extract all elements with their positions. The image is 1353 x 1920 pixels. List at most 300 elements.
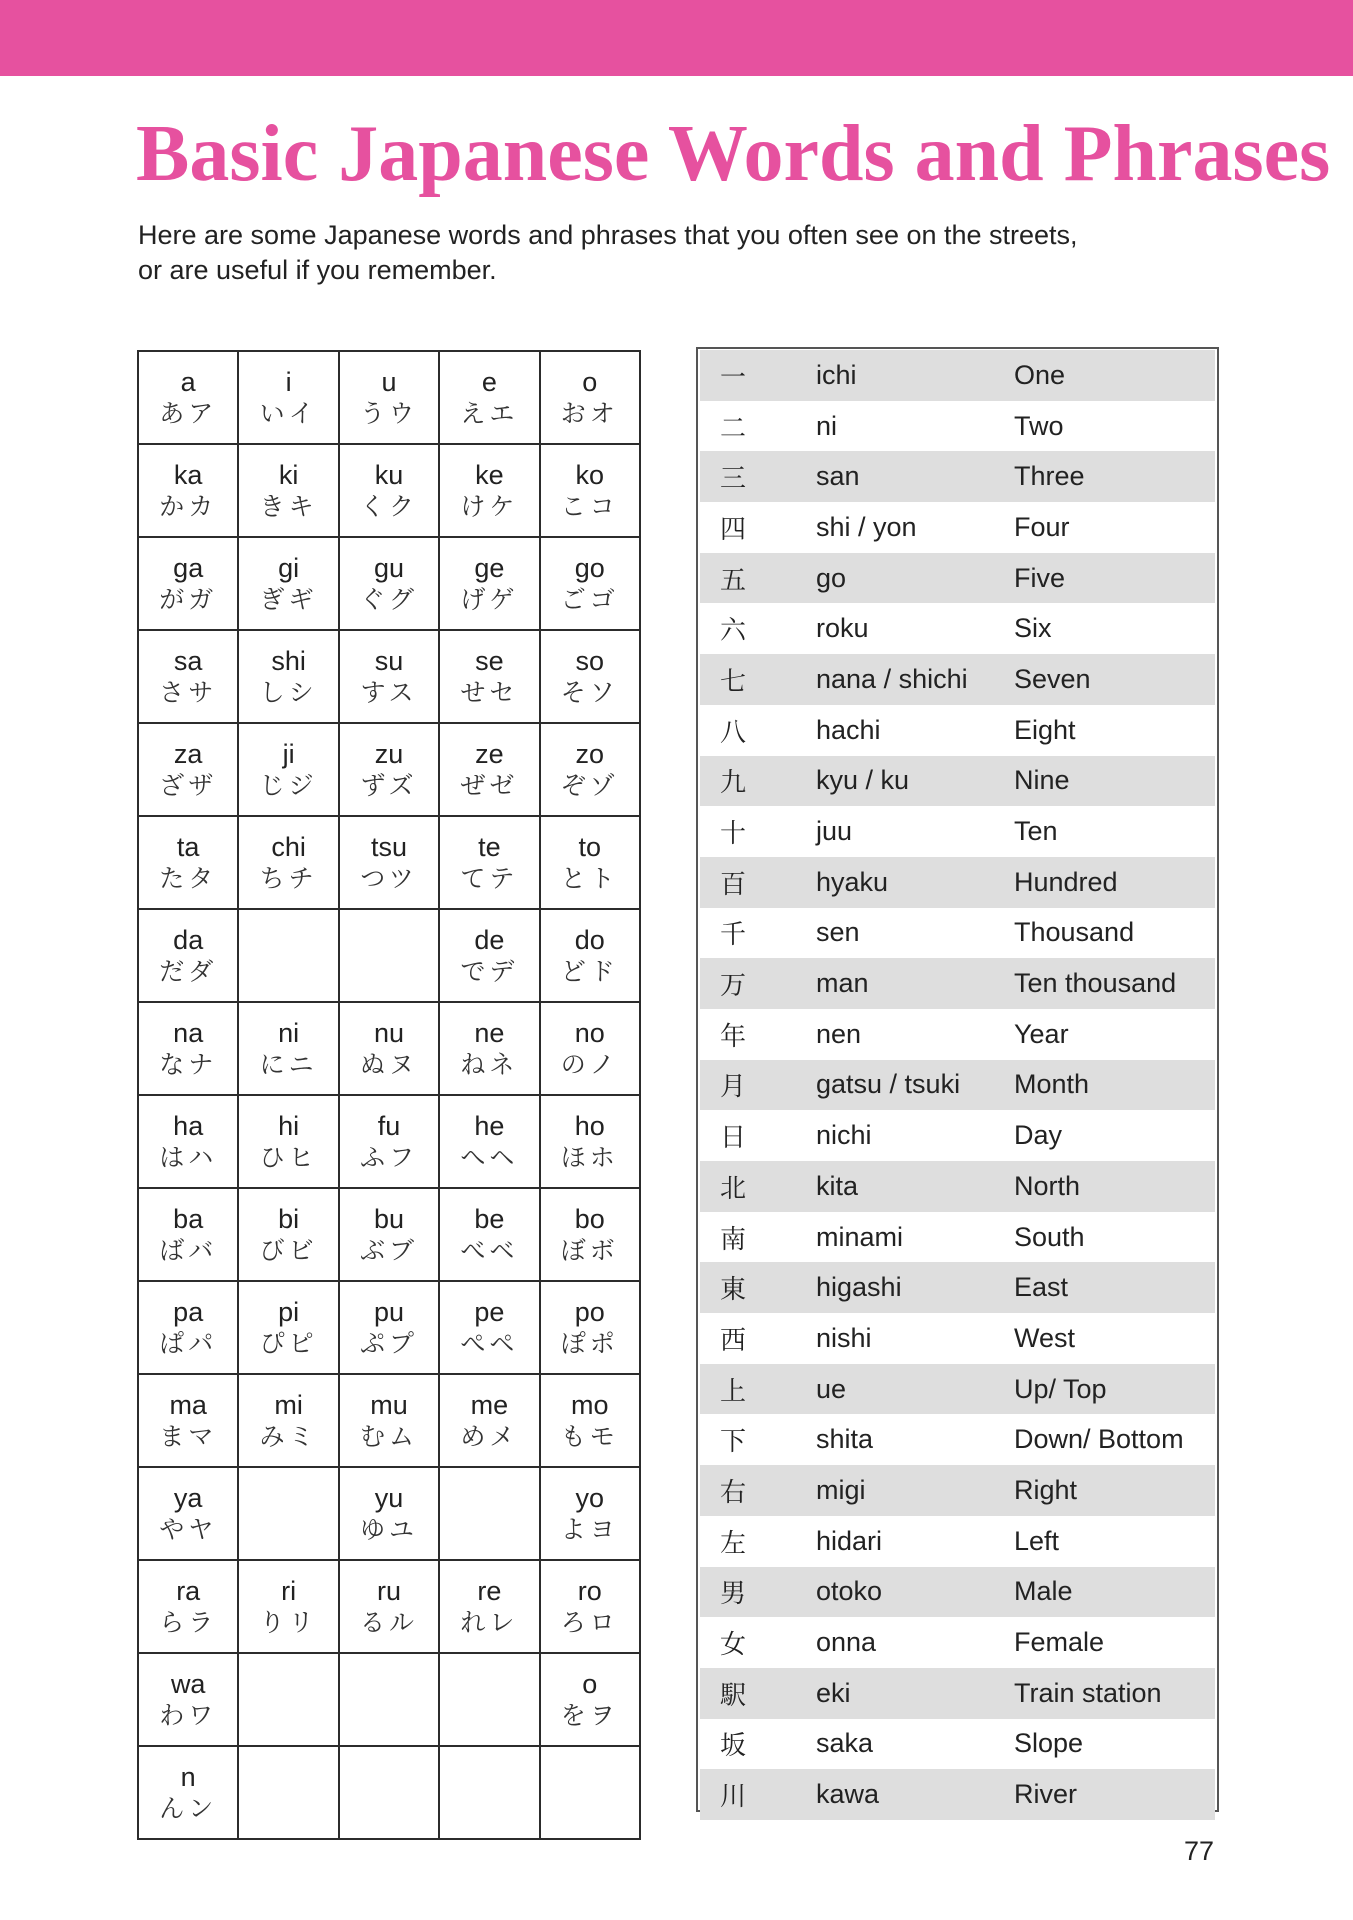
vocab-reading: higashi [816,1272,902,1303]
kana-cell [138,1002,238,1095]
kana-cell [238,1560,338,1653]
kana-romaji: na [173,1017,204,1048]
vocab-kanji: 日 [720,1123,747,1154]
vocab-reading: ni [816,410,838,441]
kana-romaji: su [374,645,404,676]
kana-romaji: se [475,645,504,676]
vocab-row [700,350,1215,401]
vocab-row [700,1668,1215,1719]
vocab-row [700,857,1215,908]
kana-romaji: me [470,1389,509,1420]
kana-romaji: ge [474,552,505,583]
kana-characters: をヲ [560,1700,619,1730]
kana-romaji: i [285,366,292,397]
vocab-reading: roku [816,613,869,644]
vocab-row [700,806,1215,857]
vocab-reading: sen [816,917,860,948]
kana-romaji: ni [278,1017,300,1048]
kana-cell [238,1653,338,1746]
vocab-kanji: 男 [720,1579,747,1610]
kana-romaji: bo [574,1203,605,1234]
kana-romaji: shi [271,645,306,676]
kana-cell [339,1560,439,1653]
intro-line-2: or are useful if you remember. [138,255,497,285]
kana-cell [238,1095,338,1188]
kana-cell [540,723,640,816]
kana-cell [339,1653,439,1746]
kana-row [138,723,640,816]
kana-cell [138,444,238,537]
kana-cell [238,1746,338,1839]
kana-characters: ぜゼ [460,770,519,800]
vocab-meaning: Down/ Bottom [1014,1424,1184,1455]
kana-row [138,630,640,723]
kana-romaji: ze [475,738,504,769]
vocab-meaning: North [1014,1170,1081,1201]
vocab-kanji: 左 [720,1528,747,1559]
vocab-reading: migi [816,1474,866,1505]
vocab-meaning: East [1014,1272,1069,1303]
kana-cell [540,1281,640,1374]
kana-cell [540,1002,640,1095]
vocabulary-table [696,347,1219,1812]
vocab-reading: kyu / ku [816,765,910,796]
kana-characters: んン [159,1793,218,1823]
header-band [0,0,1353,76]
vocab-meaning: Eight [1014,714,1076,745]
vocab-meaning: Slope [1014,1728,1084,1759]
kana-romaji: o [582,1668,598,1699]
kana-characters: ぎギ [259,584,318,614]
kana-romaji: bi [278,1203,300,1234]
kana-cell [238,1002,338,1095]
vocab-meaning: Thousand [1014,917,1135,948]
kana-romaji: zo [575,738,605,769]
vocab-reading: shita [816,1424,874,1455]
vocab-kanji: 駅 [720,1680,747,1711]
kana-cell [540,351,640,444]
vocab-kanji: 五 [720,565,747,596]
kana-characters: しシ [259,677,318,707]
kana-cell [439,444,539,537]
vocab-reading: kita [816,1170,859,1201]
vocab-kanji: 万 [720,971,747,1002]
vocab-meaning: Five [1014,562,1066,593]
vocab-row [700,1262,1215,1313]
kana-characters: がガ [159,584,218,614]
kana-characters: ぷプ [359,1328,418,1358]
kana-cell [339,909,439,1002]
kana-romaji: e [481,366,497,397]
kana-characters: かカ [159,491,218,521]
vocab-row [700,1465,1215,1516]
vocab-kanji: 上 [720,1376,747,1407]
vocab-reading: man [816,968,869,999]
kana-romaji: re [477,1575,502,1606]
kana-cell [540,1746,640,1839]
kana-romaji: ke [475,459,504,490]
kana-romaji: ka [173,459,203,490]
kana-cell [339,537,439,630]
kana-cell [138,1374,238,1467]
kana-row [138,909,640,1002]
vocab-reading: go [816,562,847,593]
kana-characters: のノ [560,1049,619,1079]
kana-characters: へヘ [460,1142,519,1172]
vocab-row [700,1212,1215,1263]
vocab-row [700,1414,1215,1465]
kana-cell [540,1188,640,1281]
vocab-meaning: One [1014,359,1066,390]
vocab-kanji: 年 [720,1021,747,1052]
kana-romaji: ha [173,1110,204,1141]
kana-characters: くク [359,491,418,521]
kana-characters: ごゴ [560,584,619,614]
kana-romaji: ko [575,459,605,490]
vocab-meaning: Day [1014,1120,1063,1151]
kana-characters: ちチ [259,863,318,893]
kana-characters: すス [360,677,418,707]
vocab-kanji: 一 [720,362,747,393]
vocab-meaning: Two [1014,410,1064,441]
kana-characters: こコ [560,491,619,521]
kana-romaji: mi [274,1389,303,1420]
vocab-row [700,1769,1215,1820]
vocab-kanji: 南 [720,1224,747,1255]
kana-romaji: gu [373,552,404,583]
kana-characters: ひヒ [259,1142,318,1172]
kana-cell [339,1188,439,1281]
kana-characters: ぬヌ [359,1049,418,1079]
kana-characters: あア [159,398,218,428]
kana-cell [339,351,439,444]
kana-characters: みミ [259,1421,318,1451]
kana-characters: るル [359,1607,418,1637]
kana-cell [138,1560,238,1653]
kana-cell [540,1095,640,1188]
kana-cell [138,723,238,816]
kana-table [137,350,641,1840]
vocab-kanji: 三 [720,464,747,495]
kana-romaji: pe [474,1296,505,1327]
kana-characters: らラ [159,1607,218,1637]
kana-cell [540,1560,640,1653]
kana-cell [540,909,640,1002]
vocab-kanji: 西 [720,1325,747,1356]
vocab-row [700,958,1215,1009]
kana-cell [339,816,439,909]
kana-characters: ぽポ [560,1328,619,1358]
vocab-meaning: Seven [1014,663,1091,694]
vocab-reading: saka [816,1728,874,1759]
vocab-kanji: 十 [720,819,747,850]
kana-characters: めメ [460,1421,519,1451]
vocab-reading: kawa [816,1779,880,1810]
kana-romaji: ki [278,459,299,490]
vocab-row [700,502,1215,553]
kana-romaji: te [478,831,501,862]
kana-row [138,1467,640,1560]
vocab-reading: san [816,461,860,492]
kana-characters: ふフ [359,1142,418,1172]
kana-characters: どド [560,956,619,986]
vocab-row [700,1060,1215,1111]
kana-cell [238,1188,338,1281]
kana-romaji: ta [176,831,200,862]
kana-romaji: go [574,552,605,583]
kana-romaji: ga [173,552,204,583]
vocab-kanji: 坂 [720,1731,747,1762]
kana-row [138,1188,640,1281]
page-title: Basic Japanese Words and Phrases [136,110,1331,198]
vocab-meaning: Month [1014,1069,1090,1100]
kana-cell [138,1095,238,1188]
kana-characters: ばバ [159,1235,218,1265]
kana-cell [439,351,539,444]
kana-cell [439,537,539,630]
kana-romaji: hi [278,1110,300,1141]
kana-characters: ぴピ [259,1328,318,1358]
kana-cell [339,444,439,537]
kana-row [138,351,640,444]
vocab-row [700,451,1215,502]
kana-romaji: za [173,738,203,769]
vocab-row [700,1516,1215,1567]
kana-cell [238,537,338,630]
vocab-kanji: 東 [720,1275,747,1306]
vocab-meaning: Left [1014,1525,1060,1556]
vocab-kanji: 北 [720,1173,747,1204]
kana-cell [439,723,539,816]
kana-characters: ゆユ [359,1514,418,1544]
vocab-reading: nen [816,1018,862,1049]
kana-cell [238,909,338,1002]
kana-cell [439,1560,539,1653]
vocab-reading: hyaku [816,866,889,897]
kana-characters: ぶブ [359,1235,418,1265]
kana-row [138,1560,640,1653]
kana-row [138,537,640,630]
kana-romaji: ho [574,1110,605,1141]
kana-romaji: no [574,1017,605,1048]
kana-characters: やヤ [159,1514,218,1544]
vocab-reading: gatsu / tsuki [816,1069,961,1100]
kana-cell [439,1653,539,1746]
kana-romaji: da [173,924,204,955]
vocab-reading: nishi [816,1322,872,1353]
kana-romaji: to [578,831,602,862]
kana-characters: でデ [460,956,519,986]
kana-cell [439,1188,539,1281]
kana-romaji: ne [474,1017,505,1048]
vocab-meaning: South [1014,1221,1085,1252]
kana-characters: えエ [460,398,519,428]
vocab-meaning: Up/ Top [1014,1373,1107,1404]
kana-row [138,816,640,909]
kana-characters: さサ [159,677,218,707]
kana-characters: にニ [259,1049,318,1079]
kana-characters: なナ [159,1049,218,1079]
vocab-reading: onna [816,1627,877,1658]
kana-cell [540,1467,640,1560]
vocab-reading: ue [816,1373,847,1404]
vocab-reading: eki [816,1677,851,1708]
kana-characters: わワ [159,1700,218,1730]
kana-characters: ぼボ [560,1235,619,1265]
vocab-meaning: Four [1014,511,1070,542]
kana-cell [238,444,338,537]
kana-cell [339,1281,439,1374]
kana-cell [540,1374,640,1467]
kana-cell [138,1653,238,1746]
kana-romaji: ku [374,459,404,490]
kana-romaji: pu [373,1296,404,1327]
kana-romaji: so [575,645,605,676]
kana-romaji: ra [176,1575,201,1606]
vocab-reading: otoko [816,1576,883,1607]
intro-text [138,218,1198,288]
kana-romaji: gi [278,552,300,583]
kana-cell [238,723,338,816]
kana-cell [439,1281,539,1374]
kana-cell [138,537,238,630]
kana-cell [238,1281,338,1374]
kana-romaji: be [474,1203,505,1234]
vocab-reading: nichi [816,1120,872,1151]
kana-characters: まマ [159,1421,218,1451]
kana-row [138,1653,640,1746]
kana-romaji: mo [571,1389,609,1420]
vocab-row [700,603,1215,654]
kana-cell [238,630,338,723]
vocab-kanji: 女 [720,1630,747,1661]
kana-cell [439,1746,539,1839]
kana-cell [439,1095,539,1188]
kana-characters: よヨ [560,1514,619,1544]
kana-row [138,1746,640,1839]
kana-characters: べベ [460,1235,519,1265]
kana-cell [138,816,238,909]
vocab-row [700,908,1215,959]
kana-cell [138,630,238,723]
vocab-row [700,1009,1215,1060]
vocab-meaning: Nine [1014,765,1070,796]
kana-romaji: ma [169,1389,207,1420]
vocab-row [700,553,1215,604]
vocab-kanji: 六 [720,616,747,647]
vocab-meaning: Three [1014,461,1085,492]
kana-characters: ほホ [560,1142,619,1172]
kana-cell [540,816,640,909]
kana-characters: たタ [159,863,218,893]
kana-cell [339,1746,439,1839]
kana-romaji: chi [271,831,306,862]
kana-characters: はハ [159,1142,218,1172]
kana-characters: けケ [460,491,519,521]
kana-romaji: po [574,1296,605,1327]
kana-romaji: yu [374,1482,404,1513]
kana-cell [439,1002,539,1095]
kana-romaji: ya [173,1482,203,1513]
kana-cell [138,1467,238,1560]
vocab-row [700,1719,1215,1770]
kana-characters: せセ [460,677,519,707]
kana-row [138,1281,640,1374]
vocab-meaning: Six [1014,613,1052,644]
kana-characters: りリ [259,1607,318,1637]
kana-cell [339,1374,439,1467]
kana-characters: そソ [560,677,619,707]
kana-characters: ねネ [460,1049,519,1079]
kana-romaji: ri [281,1575,297,1606]
kana-romaji: ji [282,738,295,769]
vocab-meaning: West [1014,1322,1076,1353]
kana-romaji: pi [278,1296,300,1327]
kana-characters: とト [560,863,619,893]
kana-romaji: ba [173,1203,204,1234]
kana-romaji: mu [370,1389,408,1420]
kana-characters: つツ [360,863,418,893]
kana-characters: むム [359,1421,418,1451]
kana-cell [138,909,238,1002]
vocab-meaning: Year [1014,1018,1069,1049]
kana-cell [439,909,539,1002]
kana-romaji: u [381,366,397,397]
vocab-kanji: 九 [720,768,747,799]
kana-cell [138,1746,238,1839]
kana-romaji: yo [575,1482,605,1513]
kana-cell [238,1374,338,1467]
kana-romaji: de [474,924,505,955]
vocab-meaning: River [1014,1779,1078,1810]
vocab-kanji: 四 [720,514,747,545]
vocab-meaning: Ten thousand [1014,968,1177,999]
kana-cell [238,351,338,444]
kana-characters: ずズ [360,770,418,800]
vocab-kanji: 川 [720,1782,747,1813]
kana-cell [339,723,439,816]
vocab-reading: ichi [816,359,857,390]
kana-row [138,1095,640,1188]
vocab-row [700,1567,1215,1618]
vocab-meaning: Right [1014,1474,1078,1505]
kana-characters: ぐグ [359,584,418,614]
kana-characters: げゲ [460,584,519,614]
vocab-row [700,1313,1215,1364]
kana-cell [439,630,539,723]
vocab-reading: hachi [816,714,881,745]
vocab-row [700,1364,1215,1415]
kana-cell [238,816,338,909]
kana-romaji: a [180,366,196,397]
intro-line-1: Here are some Japanese words and phrases that you often see on the streets, [138,220,1078,250]
kana-romaji: do [574,924,605,955]
vocab-kanji: 千 [720,920,747,951]
kana-cell [339,1002,439,1095]
kana-cell [339,630,439,723]
kana-characters: うウ [359,398,418,428]
kana-cell [138,1188,238,1281]
kana-cell [540,630,640,723]
kana-romaji: ru [376,1575,401,1606]
vocab-kanji: 月 [720,1072,747,1103]
vocab-meaning: Ten [1014,816,1058,847]
kana-characters: れレ [460,1607,519,1637]
kana-characters: ぺペ [460,1328,519,1358]
page-number: 77 [1184,1836,1215,1866]
kana-characters: じジ [259,770,318,800]
kana-romaji: pa [173,1296,204,1327]
